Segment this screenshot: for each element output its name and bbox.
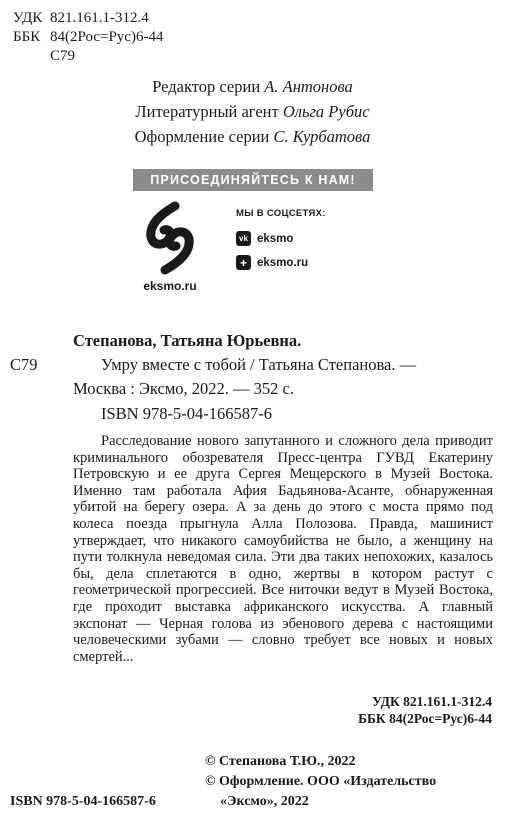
annotation: Расследование нового запутанного и сложного дела приводит криминального обозревателя Пресс-центра ГУВД Екатерину Петровскую и ее друга Сергея Мещерского в Музей Востока. Именно там работала Афия Бадьянова-Асанте, обнаруженная убитой на берегу озера. А за день до этого с моста прямо под колеса поезда прыгнула Алла Полозова. Правда, машинист утверждает, что никакого самоубийства не было, а женщину на пути толкнула неведомая сила. Эти два таких непохожих, казалось бы, дела сплетаются в одно, жертвы в котором растут с геометрической прогрессией. Все ниточки ведут в Музей Востока, где проходит выставка африканского искусства. А главный экспонат — Черная голова из эбенового дерева с настоящими человеческими зубами — словно требует все новых и новых смертей... (73, 433, 493, 665)
bbk-label: ББК (13, 29, 41, 45)
credit-person: Ольга Рубис (282, 102, 370, 121)
copyright-design-line1: © Оформление. ООО «Издательство (205, 774, 437, 789)
credit-person: С. Курбатова (273, 127, 371, 146)
logo-caption: eksmo.ru (143, 279, 197, 293)
udk-label: УДК (13, 10, 43, 26)
eksmo-logo-icon (135, 200, 205, 275)
record-title-line1: Умру вместе с тобой / Татьяна Степанова. — (101, 355, 417, 374)
footer-bbk: ББК 84(2Рос=Рус)6-44 (358, 711, 492, 726)
credit-agent (0, 101, 505, 123)
author-mark: С79 (50, 48, 76, 64)
social-item-label: eksmo (257, 232, 294, 245)
footer-udk: УДК 821.161.1-312.4 (372, 694, 492, 709)
social-label: МЫ В СОЦСЕТЯХ: (236, 208, 326, 219)
vk-icon: vk (236, 231, 251, 246)
join-us-banner: ПРИСОЕДИНЯЙТЕСЬ К НАМ! (133, 169, 373, 191)
record-isbn: ISBN 978-5-04-166587-6 (101, 404, 272, 423)
social-item-label: eksmo.ru (257, 256, 309, 269)
social-item-vk[interactable] (236, 231, 293, 246)
record-mark: С79 (10, 355, 38, 374)
footer-isbn: ISBN 978-5-04-166587-6 (10, 794, 156, 809)
copyright-design-line2: «Эксмо», 2022 (220, 794, 309, 809)
credit-role: Редактор серии (152, 77, 261, 96)
plus-icon: + (236, 255, 251, 270)
credit-role: Литературный агент (135, 102, 279, 121)
copyright-author: © Степанова Т.Ю., 2022 (205, 754, 356, 769)
credit-design (0, 126, 505, 148)
record-title-line2: Москва : Эксмо, 2022. — 352 с. (73, 379, 294, 398)
udk-value: 821.161.1-312.4 (50, 10, 149, 26)
social-item-site[interactable] (236, 255, 308, 270)
credit-role: Оформление серии (134, 127, 270, 146)
author-heading: Степанова, Татьяна Юрьевна. (73, 331, 302, 350)
credit-person: А. Антонова (264, 77, 353, 96)
bbk-value: 84(2Рос=Рус)6-44 (50, 29, 164, 45)
credit-editor (0, 76, 505, 98)
